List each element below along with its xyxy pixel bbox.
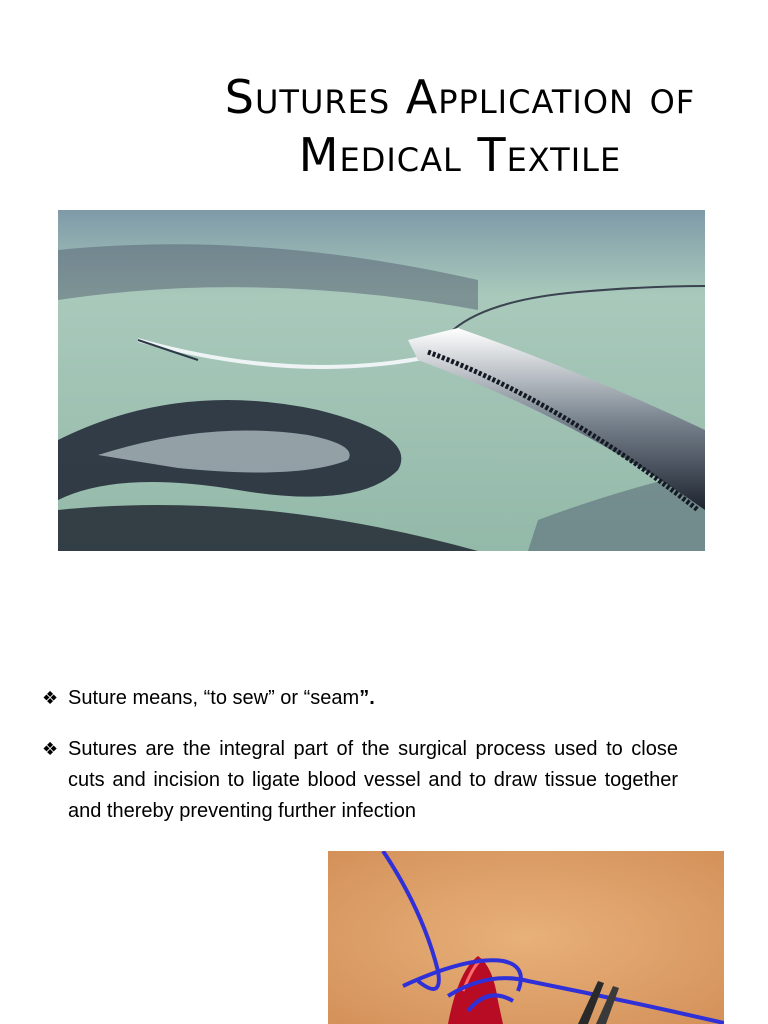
list-item (42, 734, 678, 827)
bullet-text: Suture means, “to sew” or “seam”. (68, 687, 375, 709)
diamond-bullet-icon: ❖ (42, 739, 59, 760)
wound-suturing-photo (328, 851, 724, 1024)
suture-needle-photo (58, 210, 705, 551)
bullet-text: Sutures are the integral part of the surgical process used to close cuts and incision to ligate blood vessel and to draw tissue together and thereby preventing further infection (68, 738, 678, 822)
bullet-list (42, 683, 678, 847)
slide-title: Sutures Application of Medical Textile (224, 70, 696, 182)
list-item (42, 683, 678, 714)
diamond-bullet-icon: ❖ (42, 688, 59, 709)
